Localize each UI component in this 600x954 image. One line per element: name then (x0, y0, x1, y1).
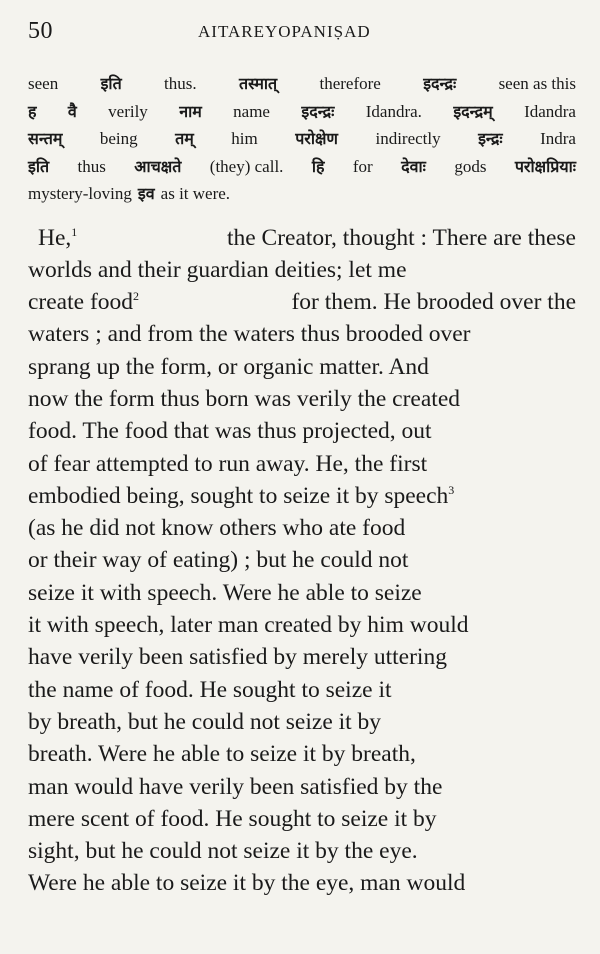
glossary-line (28, 98, 576, 126)
text-fragment: embodied being, sought to seize it by speech (28, 482, 449, 509)
text-fragment: create food (28, 289, 134, 316)
footnote-marker: 3 (448, 483, 455, 498)
word-glossary (28, 70, 578, 208)
text-line (28, 480, 576, 512)
gloss-sanskrit: परोक्षेण (295, 129, 339, 148)
running-title: AITAREYOPANIṢAD (198, 22, 371, 41)
gloss-sanskrit: इदन्द्रः (301, 101, 335, 121)
text-line: or their way of eating) ; but he could not (28, 547, 409, 574)
text-line: food. The food that was thus projected, out (28, 418, 432, 445)
text-line (28, 222, 576, 254)
gloss-meaning: verily (108, 101, 148, 121)
gloss-meaning: Indra (540, 129, 576, 148)
page-header (28, 18, 578, 54)
gloss-sanskrit: इदन्द्रम् (453, 101, 493, 121)
commentary-paragraph (28, 222, 578, 900)
gloss-sanskrit: देवाः (401, 156, 426, 176)
text-line: worlds and their guardian deities; let me (28, 256, 407, 283)
text-line: seize it with speech. Were he able to seize (28, 579, 422, 606)
glossary-line (28, 70, 576, 98)
text-line: sprang up the form, or organic matter. And (28, 353, 429, 380)
text-line: of fear attempted to run away. He, the first (28, 450, 428, 477)
gloss-meaning: Idandra. (365, 101, 422, 121)
gloss-sanskrit: आचक्षते (134, 156, 182, 176)
text-line: mere scent of food. He sought to seize it by (28, 805, 437, 832)
glossary-line (28, 125, 576, 153)
gloss-meaning: Idandra (524, 101, 576, 121)
footnote-marker: 2 (133, 289, 140, 304)
text-line: man would have verily been satisfied by the (28, 773, 443, 800)
text-line (28, 286, 576, 318)
text-segment (28, 286, 139, 318)
gloss-meaning: name (233, 101, 270, 121)
gloss-meaning: therefore (319, 74, 381, 93)
gloss-sanskrit: इति (100, 74, 122, 93)
text-segment (38, 222, 77, 254)
gloss-sanskrit: नाम (179, 101, 202, 121)
text-line: (as he did not know others who ate food (28, 515, 406, 542)
gloss-meaning: thus (77, 156, 106, 176)
gloss-sanskrit: सन्तम् (28, 129, 63, 148)
text-line: it with speech, later man created by him would (28, 612, 469, 639)
gloss-sanskrit: तस्मात् (238, 74, 278, 93)
gloss-meaning: mystery-loving (28, 184, 132, 203)
gloss-sanskrit: वै (67, 101, 77, 121)
gloss-meaning: indirectly (375, 129, 441, 148)
gloss-meaning: seen as this (498, 74, 576, 93)
text-line: have verily been satisfied by merely uttering (28, 644, 447, 671)
gloss-meaning: (they) call. (209, 156, 284, 176)
text-line: sight, but he could not seize it by the eye. (28, 838, 418, 865)
text-line: now the form thus born was verily the created (28, 385, 461, 412)
gloss-meaning: seen (28, 74, 59, 93)
gloss-sanskrit: तम् (175, 129, 194, 148)
gloss-meaning: being (99, 129, 138, 148)
gloss-sanskrit: इदन्द्रः (423, 74, 457, 93)
text-fragment: He, (38, 224, 72, 251)
gloss-meaning: gods (454, 156, 487, 176)
gloss-sanskrit: परोक्षप्रियाः (514, 156, 576, 176)
footnote-marker: 1 (71, 224, 78, 239)
gloss-sanskrit: इन्द्रः (478, 129, 503, 148)
text-segment: for them. He brooded over the (291, 289, 576, 316)
text-segment: the Creator, thought : There are these (226, 224, 576, 251)
text-segment (28, 480, 454, 512)
gloss-meaning: for (352, 156, 373, 176)
gloss-meaning: him (231, 129, 258, 148)
text-line: by breath, but he could not seize it by (28, 708, 382, 735)
gloss-sanskrit: हि (311, 156, 325, 176)
text-line: the name of food. He sought to seize it (28, 676, 392, 703)
gloss-meaning: as it were. (160, 184, 231, 203)
text-line: waters ; and from the waters thus brooded over (28, 321, 471, 348)
gloss-meaning: thus. (164, 74, 197, 93)
page-number: 50 (28, 18, 53, 44)
gloss-sanskrit: इव (137, 184, 155, 203)
gloss-sanskrit: इति (28, 156, 50, 176)
text-line: breath. Were he able to seize it by breath, (28, 741, 416, 768)
glossary-line (28, 180, 576, 208)
text-line: Were he able to seize it by the eye, man would (28, 870, 466, 897)
glossary-line (28, 153, 576, 181)
gloss-sanskrit: ह (28, 101, 37, 121)
